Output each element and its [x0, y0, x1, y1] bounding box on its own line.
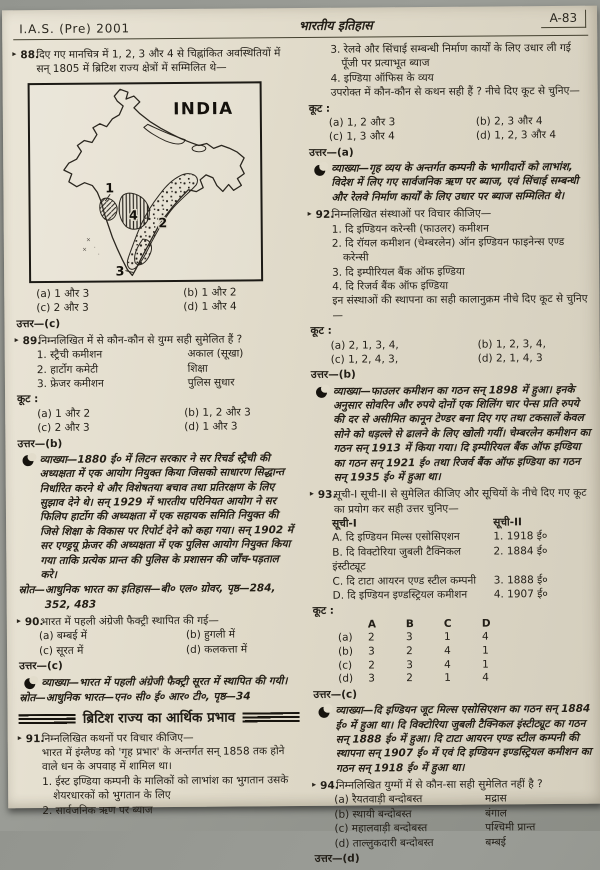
- option-a: (a) 1 और 2: [37, 407, 91, 420]
- q94-pairs: [313, 791, 594, 851]
- code-cell: 1: [482, 658, 489, 671]
- option-a-match: मद्रास: [484, 792, 507, 806]
- question-90: [18, 613, 299, 630]
- option-b: (b) 1, 2, 3, 4,: [477, 337, 546, 351]
- q91-item-2: 2. सार्वजनिक ऋण पर ब्याज: [42, 803, 153, 817]
- subject-title: भारतीय इतिहास: [298, 17, 373, 34]
- question-text: निम्नलिखित में से कौन-कौन से युग्म सही सुमेलित हैं ?: [38, 333, 243, 347]
- q92-code-label: कूट :: [310, 324, 332, 338]
- q89-answer: उत्तर—(b): [17, 437, 63, 450]
- q92-ask: इन संस्थाओं की स्थापना का सही कालानुक्रम नीचे दिए कूट से चुनिए—: [332, 293, 588, 322]
- pair-item: पुलिस सुधार: [187, 376, 235, 389]
- code-cell: 2: [406, 645, 413, 658]
- question-number: 90.: [24, 616, 44, 629]
- map-marker-3: 3: [115, 264, 125, 280]
- option-c: (c) 2 और 3: [36, 301, 89, 315]
- question-text: सूची-I सूची-II से सुमेलित कीजिए और सूचियों के नीचे दिए गए कूट का प्रयोग कर सही उत्तर चुनिए—: [333, 487, 587, 516]
- question-93: [311, 486, 592, 517]
- q91-ask: उपरोक्त में कौन-कौन से कथन सही हैं ? नीचे दिए कूट से चुनिए—: [330, 84, 580, 99]
- option-b: (b) 2, 3 और 4: [475, 114, 543, 128]
- code-cell: 1: [444, 672, 452, 685]
- list-item: 3. 1888 ई०: [493, 573, 548, 586]
- q89-source: स्रोत—आधुनिक भारत का इतिहास—बी० एल० ग्रोवर, पृष्ठ—284, 352, 483: [18, 582, 276, 611]
- pair-item: शिक्षा: [187, 362, 208, 375]
- map-title: INDIA: [173, 98, 234, 119]
- map-scatter-marks: [82, 237, 100, 258]
- explanation-bullet-icon: [314, 164, 325, 175]
- pair-item: 2. हार्टोग कमेटी: [36, 363, 99, 376]
- q93-explanation: [318, 702, 594, 776]
- code-cell: (b): [338, 645, 353, 658]
- explanation-text: व्याख्या—भारत में पहली अंग्रेजी फैक्ट्री सूरत में स्थापित की गयी।: [41, 674, 288, 689]
- code-cell: (a): [337, 631, 353, 644]
- question-92: [309, 206, 590, 223]
- india-map-figure: [28, 81, 264, 283]
- option-b: (b) स्थायी बन्दोबस्त: [334, 807, 412, 821]
- code-cell: C: [443, 617, 452, 630]
- option-d: (d) 1 और 4: [183, 300, 237, 314]
- heading-bars-icon: [242, 712, 299, 724]
- question-89: [16, 332, 297, 349]
- pair-item: अकाल (सूखा): [187, 347, 244, 361]
- svg-text:×: ×: [82, 247, 88, 254]
- q90-options: [18, 627, 299, 658]
- q90-answer: उत्तर—(c): [19, 660, 63, 673]
- q93-answer: उत्तर—(c): [313, 688, 358, 701]
- question-88: [13, 46, 294, 77]
- option-a: (a) 2, 1, 3, 4,: [330, 338, 399, 352]
- svg-text:×: ×: [85, 237, 91, 244]
- q90-source: स्रोत—आधुनिक भारत—एन० सी० ई० आर० टी०, पृष्ठ—34: [19, 690, 251, 705]
- question-arrow-icon: ▸: [312, 779, 317, 790]
- q88-answer: उत्तर—(c): [16, 317, 61, 330]
- pair-item: 1. स्ट्रैची कमीशन: [36, 348, 103, 362]
- code-cell: 3: [368, 645, 375, 658]
- section-title: ब्रिटिश राज्य का आर्थिक प्रभाव: [82, 709, 236, 727]
- q92-explanation: [316, 382, 592, 485]
- q89-options: [16, 405, 297, 436]
- option-b-match: बंगाल: [485, 807, 507, 820]
- q91-item-4: 4. इण्डिया ऑफिस के व्यय: [330, 71, 434, 85]
- code-cell: [338, 618, 368, 632]
- option-c: (c) महालवाड़ी बन्दोबस्त: [334, 822, 428, 835]
- q93-code-table: [312, 616, 594, 686]
- question-91: [19, 730, 300, 747]
- question-arrow-icon: ▸: [307, 209, 312, 219]
- svg-text:·: ·: [97, 251, 100, 258]
- question-text: निम्नलिखित संस्थाओं पर विचार कीजिए—: [331, 207, 492, 221]
- list-item: A. दि इण्डियन मिल्स एसोसिएशन: [332, 531, 460, 545]
- question-arrow-icon: ▸: [14, 335, 19, 345]
- code-cell: 2: [367, 631, 375, 644]
- question-text: भारत में पहली अंग्रेजी फैक्ट्री स्थापित की गई—: [40, 614, 219, 629]
- code-cell: 3: [405, 631, 413, 644]
- left-column: [13, 43, 300, 870]
- option-d: (d) 1 और 3: [184, 420, 238, 434]
- q92-item-1: 1. दि इण्डियन करेन्सी (फाउलर) कमीशन: [331, 222, 489, 236]
- list-item: D. दि इण्डियन इण्डस्ट्रियल कमीशन: [332, 588, 468, 602]
- question-94: [313, 777, 594, 794]
- q88-options: [15, 285, 296, 316]
- question-number: 88.: [20, 49, 40, 62]
- code-cell: 1: [443, 631, 451, 644]
- explanation-text: व्याख्या—गृह व्यय के अन्तर्गत कम्पनी के भागीदारों को लाभांश, विदेश में लिए गए सार्वजनिक ऋण पर ब्याज, एवं सिंचाई सम्बन्धी और रेलवे निर्माण कार्यों के लिए उधार पर ब्याज सम्मिलित थे।: [331, 160, 579, 204]
- option-a: (a) रैयतवाड़ी बन्दोबस्त: [334, 793, 423, 807]
- list1-header: सूची-I: [332, 517, 357, 530]
- code-cell: 1: [482, 644, 489, 657]
- code-cell: A: [367, 618, 377, 631]
- q92-item-3: 3. दि इम्पीरियल बैंक ऑफ इण्डिया: [332, 265, 465, 279]
- q91-item-3: 3. रेलवे और सिंचाई सम्बन्धी निर्माण कार्यों के लिए उधार ली गई पूँजी पर प्रत्याभूत ब्याज: [330, 41, 571, 71]
- option-a: (a) 1, 2 और 3: [328, 116, 396, 129]
- list-item: B. दि विक्टोरिया जुबली टैक्निकल इंस्टीट्यूट: [332, 545, 462, 573]
- question-number: 91.: [25, 732, 45, 745]
- list-item: C. दि टाटा आयरन एण्ड स्टील कम्पनी: [332, 574, 477, 588]
- list-item: 1. 1918 ई०: [493, 530, 548, 543]
- pair-item: 3. फ्रेजर कमीशन: [36, 377, 104, 391]
- india-map: [30, 83, 257, 281]
- q89-pairs: [16, 346, 297, 391]
- code-cell: 2: [368, 658, 375, 672]
- list-item: 2. 1884 ई०: [493, 544, 548, 558]
- option-d: (d) 1, 2, 3 और 4: [475, 129, 557, 142]
- q91-options: [308, 114, 589, 145]
- q92-answer: उत्तर—(b): [310, 368, 356, 382]
- explanation-text: व्याख्या—दि इण्डियन जूट मिल्स एसोसिएशन का गठन सन् 1884 ई० में हुआ था। दि विक्टोरिया जुबली टैक्निकल इंस्टीट्यूट का गठन सन् 1888 ई० में हुआ। दि टाटा आयरन एण्ड स्टील कम्पनी की स्थापना सन् 1907 ई० में एवं दि इण्डियन इण्डस्ट्रियल कमीशन का गठन सन् 1918 ई० में हुआ था।: [335, 702, 592, 775]
- code-cell: 4: [481, 630, 489, 643]
- heading-bars-icon: [19, 714, 76, 726]
- q94-answer: उत्तर—(d): [314, 852, 360, 865]
- option-c: (c) सूरत में: [38, 644, 84, 657]
- q92-item-4: 4. दि रिजर्व बैंक ऑफ इण्डिया: [332, 279, 449, 293]
- list2-header: सूची-II: [493, 516, 522, 529]
- map-marker-1: 1: [105, 181, 115, 197]
- q91-item-1: 1. ईस्ट इण्डिया कम्पनी के मालिकों को लाभांश का भुगतान उसके शेयरधारकों को भुगतान के लिए: [42, 773, 289, 803]
- option-d: (d) ताल्लुकदारी बन्दोबस्त: [334, 836, 434, 850]
- option-c: (c) 2 और 3: [37, 421, 90, 435]
- explanation-bullet-icon: [316, 387, 327, 398]
- code-cell: 3: [368, 672, 376, 685]
- right-column: [307, 41, 594, 868]
- option-b: (b) 1 और 2: [183, 286, 237, 299]
- explanation-bullet-icon: [318, 706, 329, 717]
- q89-code-label: कूट :: [17, 393, 39, 406]
- question-arrow-icon: ▸: [12, 49, 17, 59]
- question-number: 92.: [315, 208, 335, 222]
- explanation-bullet-icon: [24, 678, 35, 689]
- option-b: (b) 1, 2 और 3: [184, 406, 251, 419]
- two-column-content: [13, 41, 594, 870]
- code-cell: 3: [406, 658, 413, 671]
- code-cell: (d): [338, 672, 354, 685]
- option-d: (d) 2, 1, 4, 3: [477, 351, 543, 365]
- q91-answer: उत्तर—(a): [309, 146, 354, 159]
- option-d-match: बम्बई: [485, 835, 506, 849]
- code-cell: B: [405, 617, 414, 630]
- question-text: निम्नलिखित कथनों पर विचार कीजिए—: [41, 731, 194, 745]
- list-item: 4. 1907 ई०: [493, 587, 548, 601]
- q91-intro: भारत में इंग्लैण्ड को 'गृह प्रभार' के अन्तर्गत सन् 1858 तक होने वाले धन के अपवाह में शामिल था।: [41, 745, 285, 774]
- q92-options: [310, 336, 591, 367]
- exam-title: I.A.S. (Pre) 2001: [19, 21, 131, 37]
- code-cell: 4: [482, 671, 490, 684]
- q92-item-2: 2. दि रॉयल कमीशन (चेम्बरलेन) ऑन इण्डियन फाइनेन्स एण्ड करेन्सी: [331, 235, 565, 264]
- question-number: 89.: [22, 334, 42, 348]
- code-cell: 2: [406, 672, 414, 685]
- scanned-page: [2, 6, 600, 865]
- q90-explanation: [24, 674, 299, 691]
- explanation-text: व्याख्या—फाउलर कमीशन का गठन सन् 1898 में हुआ। इनके अनुसार सोवरिन और रुपये दोनों एक शिलिंग चार पेन्स प्रति रुपये की दर से असीमित कानून टेण्डर बना दिए गए तथा टकसालें केवल सोने को धड़ल्ले से ढालने के लिए खोली गयीं। चेम्बरलेन कमीशन का गठन सन् 1913 में किया गया। दि इम्पीरियल बैंक ऑफ इण्डिया का गठन सन् 1921 ई० तथा रिजर्व बैंक ऑफ इण्डिया का गठन सन् 1935 ई० में हुआ था।: [332, 383, 591, 484]
- code-cell: 4: [444, 644, 451, 657]
- option-d: (d) कलकत्ता में: [185, 643, 248, 656]
- page-number: A-83: [541, 10, 586, 28]
- code-cell: D: [481, 617, 491, 630]
- option-c: (c) 1, 3 और 4: [328, 130, 395, 144]
- svg-text:·: ·: [93, 244, 96, 252]
- map-marker-4: 4: [128, 208, 138, 224]
- option-c-match: पश्चिमी प्रान्त: [485, 821, 536, 834]
- option-a: (a) बम्बई में: [38, 630, 88, 643]
- q91-code-label: कूट :: [308, 102, 331, 115]
- explanation-text: व्याख्या—1880 ई० में लिटन सरकार ने सर रिचर्ड स्ट्रैची की अध्यक्षता में एक आयोग नियुक्त किया जिसको साधारण सिद्धान्त निर्धारित करने थे और विशेषतया बचाव तथा प्रतिरक्षण के लिए सुझाव देने थे। सन् 1929 में भारतीय परिनियत आयोग ने सर फिलिप हार्टोग की अध्यक्षता में एक सहायक समिति नियुक्त की जिसे शिक्षा के विकास पर रिपोर्ट देने को कहा गया। सन् 1902 में सर एण्ड्रयू फ्रेजर की अध्यक्षता में एक पुलिस आयोग नियुक्त किया गया ताकि प्रत्येक प्रान्त की पुलिस के प्रशासन की जाँच-पड़ताल करे।: [39, 452, 294, 581]
- q93-match-rows: [311, 529, 593, 603]
- map-region-1: [100, 198, 118, 220]
- question-arrow-icon: ▸: [309, 489, 314, 499]
- q93-code-label: कूट :: [312, 604, 335, 618]
- map-marker-2: 2: [158, 215, 168, 231]
- question-arrow-icon: ▸: [17, 732, 22, 742]
- explanation-bullet-icon: [23, 455, 34, 466]
- question-arrow-icon: ▸: [16, 616, 21, 626]
- option-a: (a) 1 और 3: [36, 287, 90, 300]
- page-header: [13, 12, 588, 41]
- option-c: (c) 1, 2, 4, 3,: [330, 353, 399, 366]
- q91-explanation: [314, 160, 589, 205]
- question-text: निम्नलिखित युग्मों में से कौन-सा सही सुमेलित नहीं है ?: [336, 778, 543, 792]
- question-text: दिए गए मानचित्र में 1, 2, 3 और 4 से चिह्नांकित अवस्थितियों में सन् 1805 में ब्रिटिश राज्य क्षेत्रों में सम्मिलित थे—: [36, 47, 281, 76]
- code-cell: (c): [338, 659, 353, 672]
- question-number: 93.: [317, 488, 337, 502]
- option-b: (b) हुगली में: [185, 628, 236, 642]
- code-cell: 4: [444, 658, 451, 671]
- question-number: 94.: [320, 779, 339, 792]
- section-heading: [19, 708, 300, 729]
- q89-explanation: [22, 451, 298, 583]
